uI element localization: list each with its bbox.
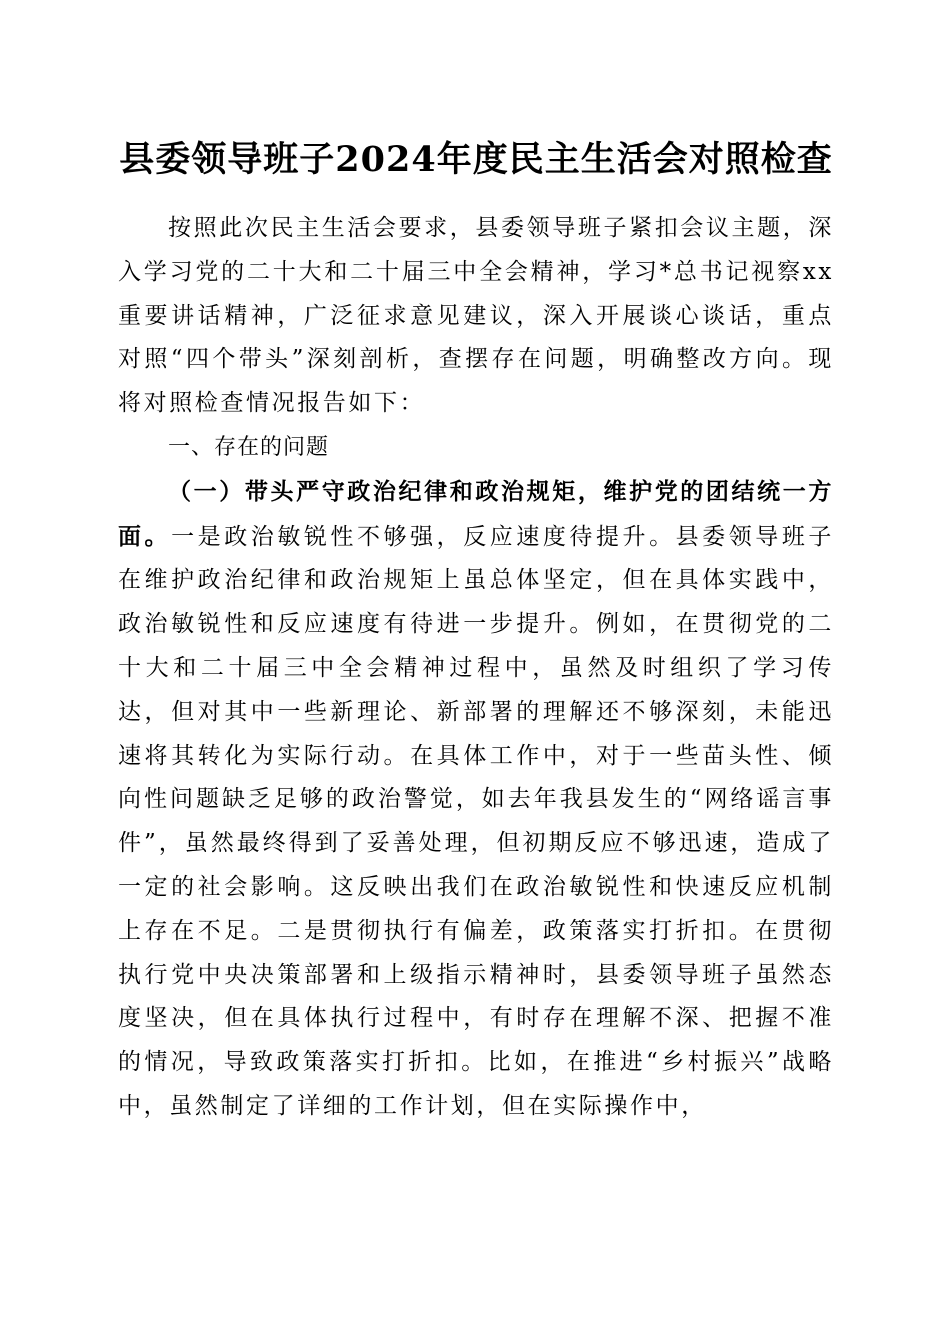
document-title: 县委领导班子2024年度民主生活会对照检查: [119, 139, 833, 180]
subsection-heading-1: （一）带头严守政治纪律和政治规矩，维护党的团结统一方面。: [118, 477, 834, 550]
document-page: [118, 0, 834, 1344]
document-body: [118, 207, 834, 1129]
section-heading-problems: 一、存在的问题: [168, 434, 330, 460]
subsection-paragraph-1: [118, 470, 834, 1129]
subsection-body-1: 一是政治敏锐性不够强，反应速度待提升。县委领导班子在维护政治纪律和政治规矩上虽总体坚定，但在具体实践中，政治敏锐性和反应速度有待进一步提升。例如，在贯彻党的二十大和二十届三中全会精神过程中，虽然及时组织了学习传达，但对其中一些新理论、新部署的理解还不够深刻，未能迅速将其转化为实际行动。在具体工作中，对于一些苗头性、倾向性问题缺乏足够的政治警觉，如去年我县发生的“网络谣言事件”，虽然最终得到了妥善处理，但初期反应不够迅速，造成了一定的社会影响。这反映出我们在政治敏锐性和快速反应机制上存在不足。二是贯彻执行有偏差，政策落实打折扣。在贯彻执行党中央决策部署和上级指示精神时，县委领导班子虽然态度坚决，但在具体执行过程中，有时存在理解不深、把握不准的情况，导致政策落实打折扣。比如，在推进“乡村振兴”战略中，虽然制定了详细的工作计划，但在实际操作中，: [118, 523, 834, 1119]
intro-paragraph: 按照此次民主生活会要求，县委领导班子紧扣会议主题，深入学习党的二十大和二十届三中全会精神，学习*总书记视察xx重要讲话精神，广泛征求意见建议，深入开展谈心谈话，重点对照“四个带头”深刻剖析，查摆存在问题，明确整改方向。现将对照检查情况报告如下：: [118, 215, 834, 417]
